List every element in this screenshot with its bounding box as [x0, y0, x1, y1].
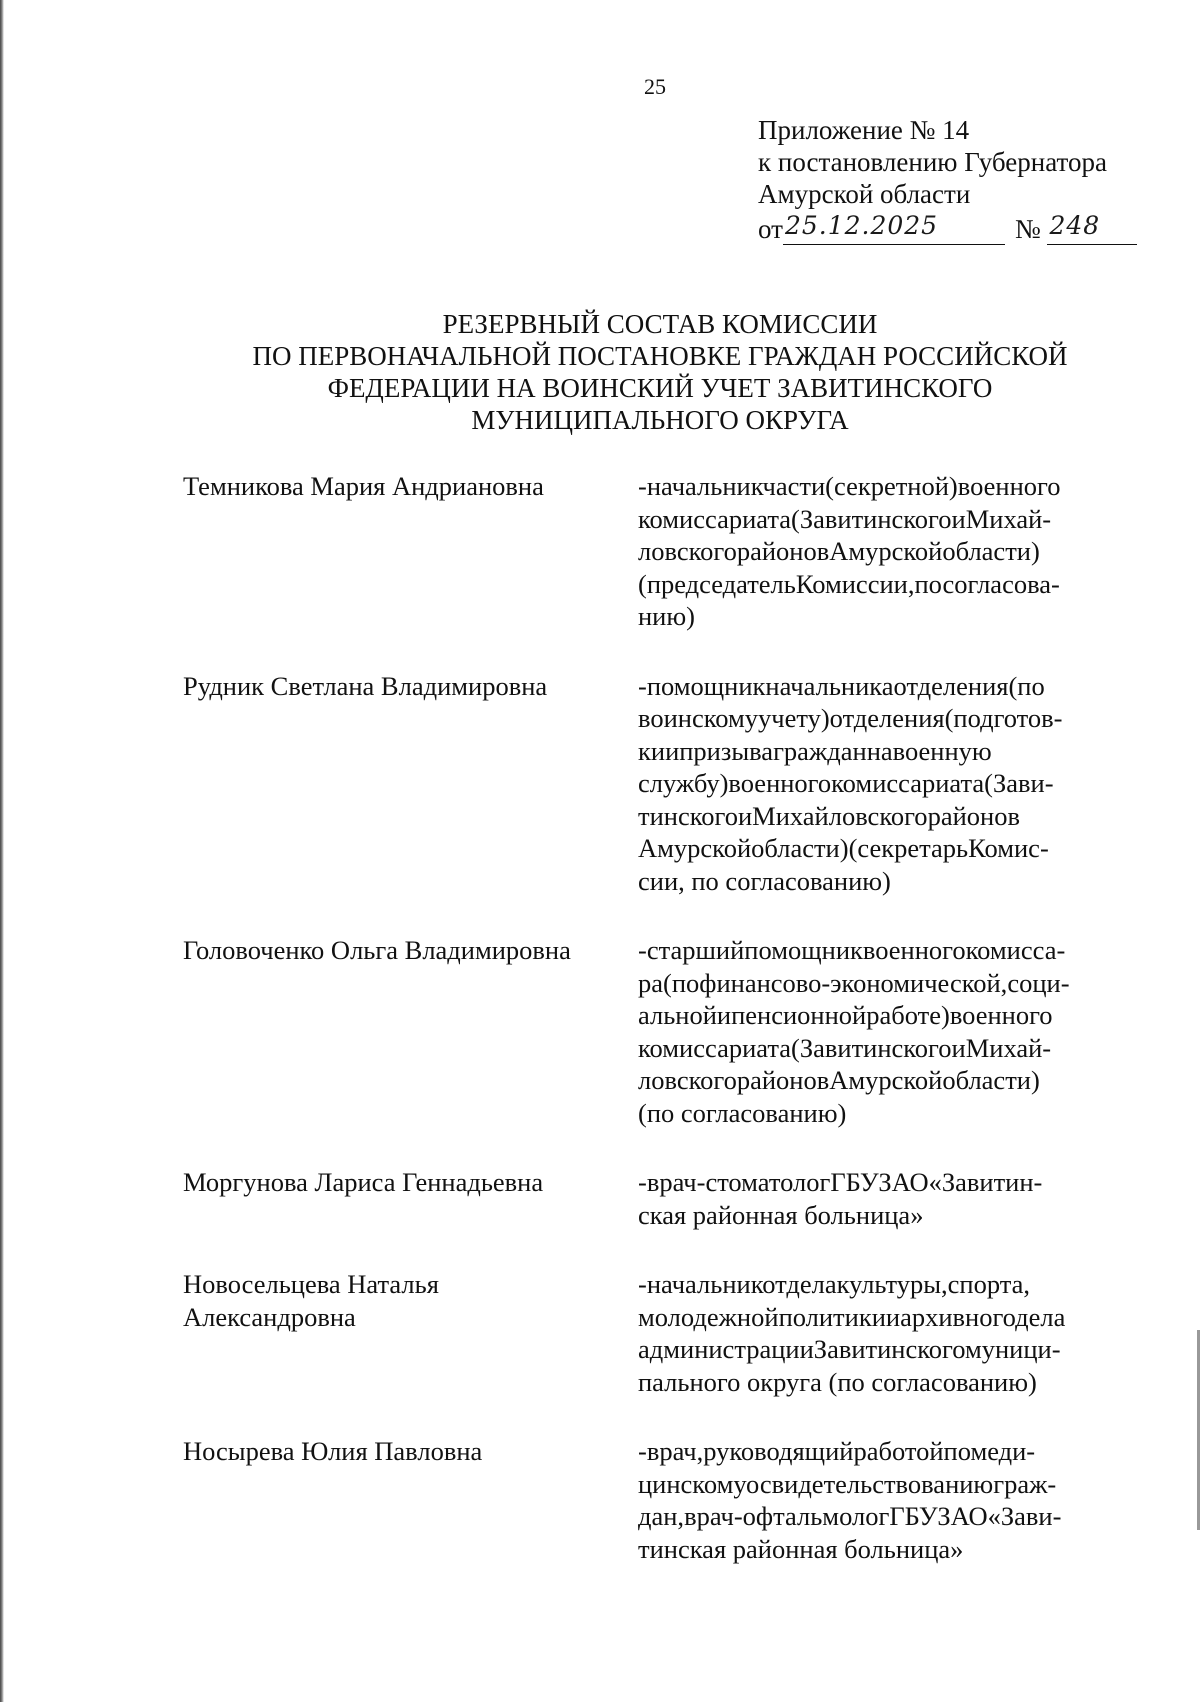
- member-entry: [183, 670, 1133, 898]
- member-entry: [183, 1435, 1133, 1565]
- member-role-line: дан,врач-офтальмологГБУЗАО«Зави-: [638, 1501, 1062, 1531]
- member-role-line: -помощникначальникаотделения(по: [638, 670, 1045, 701]
- member-name-line: Рудник Светлана Владимировна: [183, 670, 548, 701]
- title-line-1: РЕЗЕРВНЫЙ СОСТАВ КОМИССИИ: [442, 309, 878, 339]
- title-line-3: ФЕДЕРАЦИИ НА ВОИНСКИЙ УЧЕТ ЗАВИТИНСКОГО: [327, 373, 993, 403]
- member-name-line: Александровна: [183, 1301, 356, 1332]
- handwritten-date: 25.12.2025: [784, 211, 939, 240]
- member-role-line: тинская районная больница»: [638, 1533, 964, 1564]
- title-line-4: МУНИЦИПАЛЬНОГО ОКРУГА: [471, 405, 849, 435]
- date-prefix: от: [758, 214, 783, 244]
- appendix-line-3: Амурской области: [758, 179, 971, 209]
- member-entry: [183, 1268, 1133, 1398]
- member-role-line: ловскогорайоновАмурскойобласти): [638, 1065, 1040, 1095]
- member-entry: [183, 934, 1133, 1129]
- member-name-line: Новосельцева Наталья: [183, 1269, 439, 1299]
- member-role-line: альнойипенсионнойработе)военного: [638, 1000, 1053, 1030]
- member-role: [638, 1268, 1133, 1398]
- member-role-line: цинскомуосвидетельствованиюграж-: [638, 1468, 1057, 1499]
- member-role-line: пального округа (по согласованию): [638, 1366, 1037, 1397]
- member-role-line: ловскогорайоновАмурскойобласти): [638, 536, 1040, 566]
- member-role-line: -старшийпомощниквоенногокомисса-: [638, 935, 1066, 965]
- member-role: [638, 470, 1133, 633]
- title-line-2: ПО ПЕРВОНАЧАЛЬНОЙ ПОСТАНОВКЕ ГРАЖДАН РОССИЙСКОЙ: [252, 341, 1068, 371]
- member-role-line: тинскогоиМихайловскогорайонов: [638, 800, 1020, 831]
- member-role-line: ра(пофинансово-экономической,соци-: [638, 967, 1070, 998]
- member-name-line: Головоченко Ольга Владимировна: [183, 935, 571, 965]
- member-role: [638, 1166, 1133, 1231]
- member-name: [183, 1166, 638, 1199]
- member-role-line: администрацииЗавитинскогомуници-: [638, 1334, 1061, 1364]
- appendix-date-number-line: [758, 210, 1178, 245]
- member-name-line: Носырева Юлия Павловна: [183, 1436, 483, 1466]
- member-role-line: комиссариата(ЗавитинскогоиМихай-: [638, 503, 1052, 534]
- handwritten-number: 248: [1049, 211, 1101, 240]
- member-role-line: -врач-стоматологГБУЗАО«Завитин-: [638, 1167, 1043, 1197]
- member-role-line: ская районная больница»: [638, 1199, 924, 1230]
- member-role-line: (по согласованию): [638, 1097, 847, 1128]
- member-role-line: -начальникотделакультуры,спорта,: [638, 1269, 1031, 1299]
- member-role-line: службу)военногокомиссариата(Зави-: [638, 768, 1054, 798]
- member-name: [183, 1268, 638, 1333]
- number-prefix: №: [1014, 214, 1041, 244]
- member-role-line: -врач,руководящийработойпомеди-: [638, 1436, 1036, 1466]
- member-role: [638, 670, 1133, 898]
- member-name: [183, 934, 638, 967]
- appendix-block: [758, 114, 1178, 245]
- member-name: [183, 470, 638, 503]
- appendix-line-2: к постановлению Губернатора: [758, 147, 1107, 177]
- member-role: [638, 1435, 1133, 1565]
- members-list: [183, 470, 1133, 1602]
- member-role-line: -начальникчасти(секретной)военного: [638, 471, 1061, 501]
- scan-edge: [0, 0, 4, 1702]
- member-role-line: (председательКомиссии,посогласова-: [638, 568, 1060, 599]
- document-title: [150, 308, 1170, 436]
- member-name: [183, 1435, 638, 1468]
- member-role: [638, 934, 1133, 1129]
- member-role-line: воинскомуучету)отделения(подготов-: [638, 703, 1063, 733]
- number-field: [1047, 210, 1137, 245]
- member-entry: [183, 1166, 1133, 1231]
- member-role-line: сии, по согласованию): [638, 865, 891, 896]
- member-name: [183, 670, 638, 703]
- appendix-line-1: Приложение № 14: [758, 115, 970, 145]
- member-role-line: нию): [638, 601, 695, 631]
- page-number: 25: [644, 74, 666, 99]
- date-field: [783, 210, 1005, 245]
- member-role-line: комиссариата(ЗавитинскогоиМихай-: [638, 1032, 1052, 1063]
- member-entry: [183, 470, 1133, 633]
- member-role-line: молодежнойполитикииархивногодела: [638, 1301, 1066, 1332]
- member-name-line: Моргунова Лариса Геннадьевна: [183, 1167, 544, 1197]
- member-role-line: киипризывагражданнавоенную: [638, 735, 992, 766]
- member-role-line: Амурскойобласти)(секретарьКомис-: [638, 833, 1049, 863]
- member-name-line: Темникова Мария Андриановна: [183, 471, 544, 501]
